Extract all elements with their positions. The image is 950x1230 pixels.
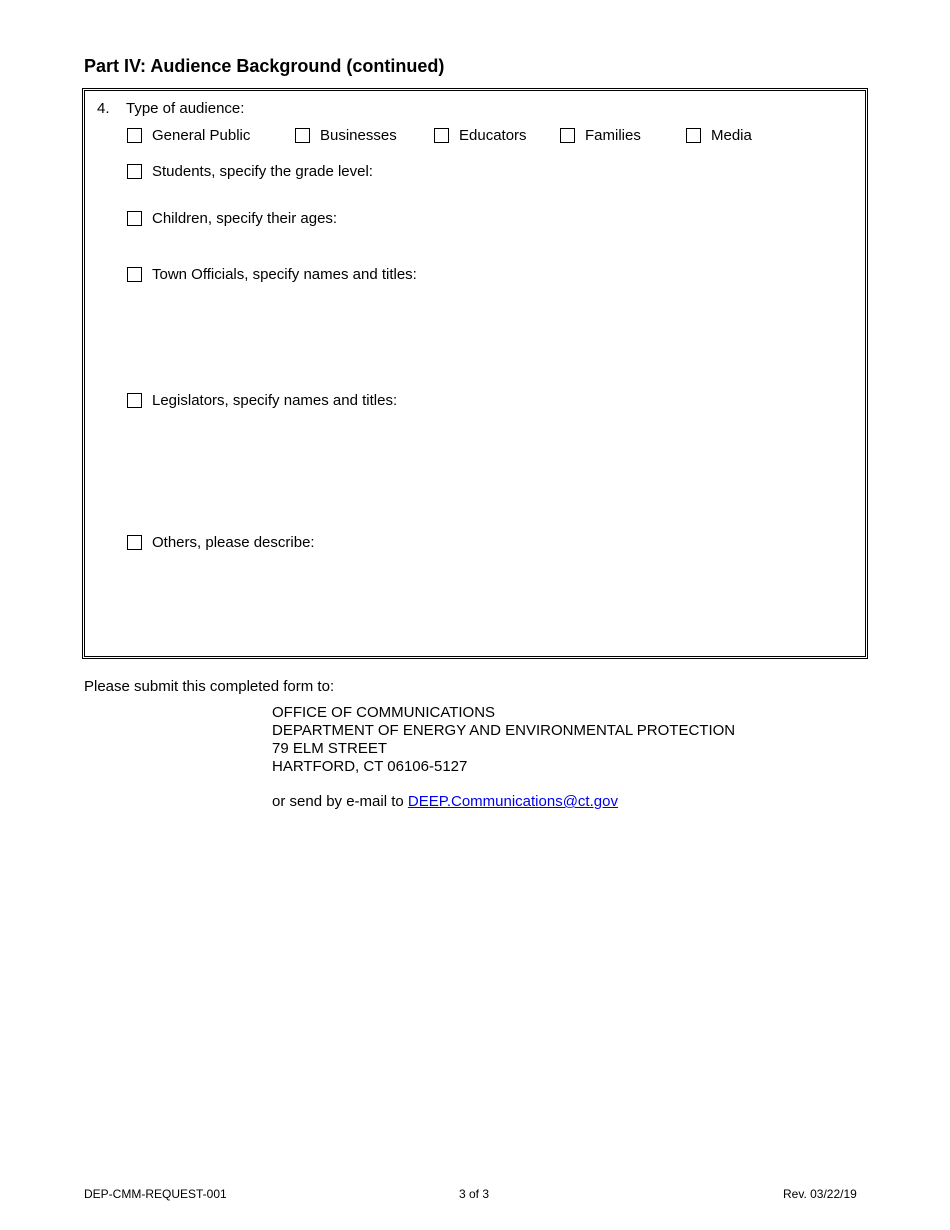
educators-checkbox[interactable]	[434, 128, 449, 143]
page-title: Part IV: Audience Background (continued)	[84, 56, 445, 76]
businesses-checkbox[interactable]	[295, 128, 310, 143]
legislators-label: Legislators, specify names and titles:	[152, 392, 398, 409]
mailing-address	[272, 704, 735, 776]
submit-intro: Please submit this completed form to:	[84, 678, 335, 695]
others-label: Others, please describe:	[152, 534, 315, 551]
address-line: HARTFORD, CT 06106-5127	[272, 758, 468, 775]
footer-revision: Rev. 03/22/19	[783, 1187, 857, 1201]
footer-page-number: 3 of 3	[459, 1187, 490, 1201]
businesses-label: Businesses	[320, 127, 397, 144]
address-line: DEPARTMENT OF ENERGY AND ENVIRONMENTAL PROTECTION	[272, 722, 736, 739]
footer-form-id: DEP-CMM-REQUEST-001	[84, 1187, 227, 1201]
address-line: 79 ELM STREET	[272, 740, 388, 757]
question-number: 4.	[97, 100, 110, 117]
address-line: OFFICE OF COMMUNICATIONS	[272, 704, 496, 721]
legislators-checkbox[interactable]	[127, 393, 142, 408]
email-prefix: or send by e-mail to	[272, 793, 408, 810]
general-public-label: General Public	[152, 127, 251, 144]
students-checkbox[interactable]	[127, 164, 142, 179]
children-label: Children, specify their ages:	[152, 210, 338, 227]
students-label: Students, specify the grade level:	[152, 163, 373, 180]
families-label: Families	[585, 127, 641, 144]
town-officials-checkbox[interactable]	[127, 267, 142, 282]
media-label: Media	[711, 127, 752, 144]
educators-label: Educators	[459, 127, 527, 144]
general-public-checkbox[interactable]	[127, 128, 142, 143]
email-link[interactable]: DEEP.Communications@ct.gov	[407, 793, 618, 810]
families-checkbox[interactable]	[560, 128, 575, 143]
others-checkbox[interactable]	[127, 535, 142, 550]
question-label: Type of audience:	[126, 100, 245, 117]
children-checkbox[interactable]	[127, 211, 142, 226]
town-officials-label: Town Officials, specify names and titles:	[152, 266, 417, 283]
media-checkbox[interactable]	[686, 128, 701, 143]
email-line	[272, 793, 618, 810]
